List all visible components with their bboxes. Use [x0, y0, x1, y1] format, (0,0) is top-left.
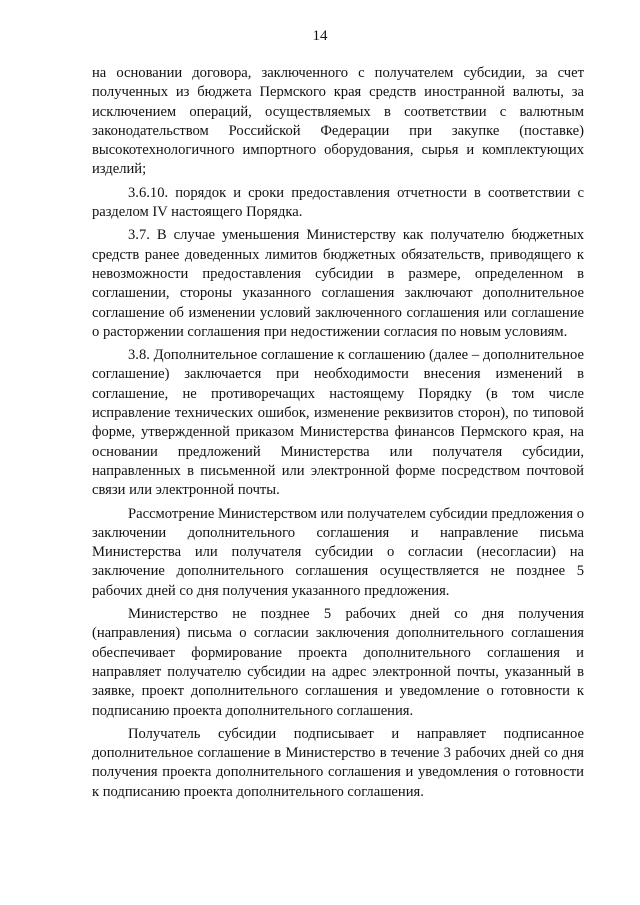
paragraph-3-6-10: 3.6.10. порядок и сроки предоставления отчетности в соответствии с разделом IV настоящего Порядка. — [92, 184, 584, 221]
page-number: 14 — [312, 28, 328, 44]
paragraph-3-7: 3.7. В случае уменьшения Министерству как получателю бюджетных средств ранее доведенных лимитов бюджетных обязательств, приводящего к невозможности предоставления субсидии в размере, определенном в соглашении, стороны указанного соглашения заключают дополнительное соглашение об изменении условий заключенного соглашения или соглашение о расторжении соглашения при недостижении согласия по новым условиям. — [92, 227, 584, 340]
body-text — [92, 64, 584, 806]
paragraph-review: Рассмотрение Министерством или получателем субсидии предложения о заключении дополнительного соглашения и направление письма Министерства или получателя субсидии о согласии (несогласии) на заключение дополнительного соглашения осуществляется не позднее 5 рабочих дней со дня получения указанного предложения. — [92, 505, 585, 599]
paragraph-ministry-deadline: Министерство не позднее 5 рабочих дней со дня получения (направления) письма о согласии заключения дополнительного соглашения обеспечивает формирование проекта дополнительного соглашения и направляет получателю субсидии на адрес электронной почты, указанный в заявке, проект дополнительного соглашения и уведомление о готовности к подписанию проекта дополнительного соглашения. — [92, 606, 584, 719]
paragraph-3-8: 3.8. Дополнительное соглашение к соглашению (далее – дополнительное соглашение) заключается при необходимости внесения изменений в соглашение, не противоречащих настоящему Порядку (в том числе исправление технических ошибок, изменение реквизитов сторон), по типовой форме, утвержденной приказом Министерства финансов Пермского края, на основании предложений Министерства или получателя субсидии, направленных в письменной или электронной форме посредством почтовой связи или электронной почты. — [92, 347, 584, 499]
paragraph-continuation: на основании договора, заключенного с получателем субсидии, за счет полученных из бюджета Пермского края средств иностранной валюты, за исключением операций, осуществляемых в соответствии с валютным законодательством Российской Федерации при закупке (поставке) высокотехнологичного импортного оборудования, сырья и комплектующих изделий; — [92, 65, 584, 178]
paragraph-recipient-signs: Получатель субсидии подписывает и направляет подписанное дополнительное соглашение в Министерство в течение 3 рабочих дней со дня получения проекта дополнительного соглашения и уведомления о готовности к подписанию проекта дополнительного соглашения. — [92, 725, 584, 800]
